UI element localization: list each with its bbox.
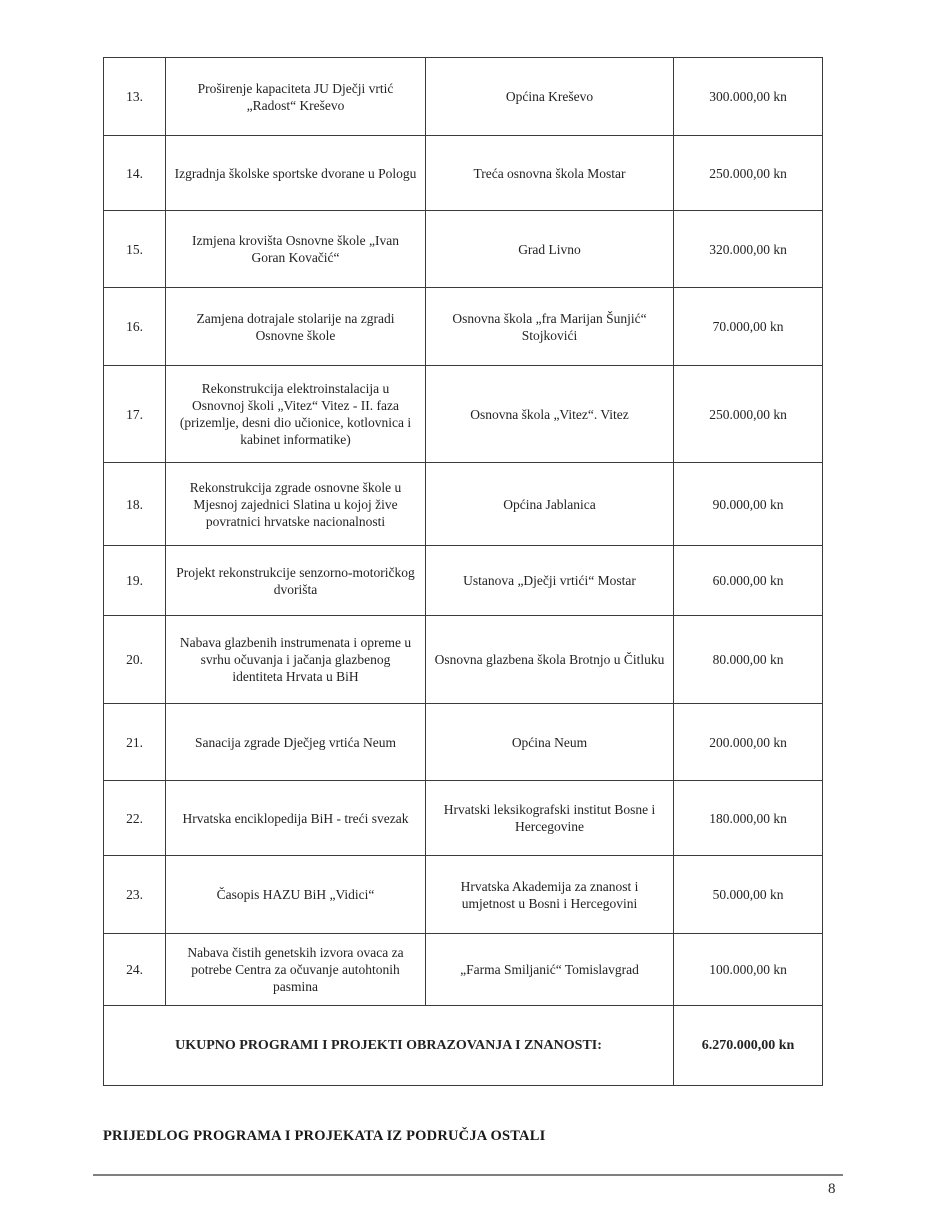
amount: 250.000,00 kn [674, 136, 823, 211]
amount: 70.000,00 kn [674, 288, 823, 366]
applicant: Grad Livno [426, 211, 674, 288]
row-number: 16. [104, 288, 166, 366]
row-number: 22. [104, 781, 166, 856]
table-row [104, 781, 823, 856]
amount: 100.000,00 kn [674, 934, 823, 1006]
project-description: Časopis HAZU BiH „Vidici“ [166, 856, 426, 934]
grants-table [103, 57, 823, 1086]
applicant: Osnovna škola „Vitez“. Vitez [426, 366, 674, 463]
row-number: 23. [104, 856, 166, 934]
table-row [104, 136, 823, 211]
table-row [104, 288, 823, 366]
amount: 90.000,00 kn [674, 463, 823, 546]
amount: 200.000,00 kn [674, 704, 823, 781]
row-number: 20. [104, 616, 166, 704]
project-description: Proširenje kapaciteta JU Dječji vrtić „Radost“ Kreševo [166, 58, 426, 136]
table-row [104, 704, 823, 781]
project-description: Rekonstrukcija zgrade osnovne škole u Mjesnoj zajednici Slatina u kojoj žive povratnici hrvatske nacionalnosti [166, 463, 426, 546]
amount: 60.000,00 kn [674, 546, 823, 616]
applicant: Osnovna škola „fra Marijan Šunjić“ Stojkovići [426, 288, 674, 366]
project-description: Izmjena krovišta Osnovne škole „Ivan Goran Kovačić“ [166, 211, 426, 288]
project-description: Rekonstrukcija elektroinstalacija u Osnovnoj školi „Vitez“ Vitez - II. faza (prizemlje, desni dio učionice, kotlovnica i kabinet informatike) [166, 366, 426, 463]
row-number: 15. [104, 211, 166, 288]
total-amount: 6.270.000,00 kn [674, 1006, 823, 1086]
project-description: Sanacija zgrade Dječjeg vrtića Neum [166, 704, 426, 781]
table-row [104, 856, 823, 934]
applicant: Hrvatski leksikografski institut Bosne i Hercegovine [426, 781, 674, 856]
amount: 80.000,00 kn [674, 616, 823, 704]
amount: 180.000,00 kn [674, 781, 823, 856]
applicant: Osnovna glazbena škola Brotnjo u Čitluku [426, 616, 674, 704]
row-number: 24. [104, 934, 166, 1006]
page-number: 8 [828, 1181, 836, 1197]
table-row [104, 934, 823, 1006]
amount: 320.000,00 kn [674, 211, 823, 288]
project-description: Projekt rekonstrukcije senzorno-motoričkog dvorišta [166, 546, 426, 616]
project-description: Zamjena dotrajale stolarije na zgradi Osnovne škole [166, 288, 426, 366]
row-number: 21. [104, 704, 166, 781]
row-number: 13. [104, 58, 166, 136]
row-number: 18. [104, 463, 166, 546]
project-description: Nabava glazbenih instrumenata i opreme u svrhu očuvanja i jačanja glazbenog identiteta Hrvata u BiH [166, 616, 426, 704]
amount: 50.000,00 kn [674, 856, 823, 934]
footer-divider [93, 1174, 843, 1176]
applicant: Općina Neum [426, 704, 674, 781]
applicant: Općina Kreševo [426, 58, 674, 136]
row-number: 17. [104, 366, 166, 463]
project-description: Hrvatska enciklopedija BiH - treći svezak [166, 781, 426, 856]
applicant: Hrvatska Akademija za znanost i umjetnost u Bosni i Hercegovini [426, 856, 674, 934]
table-row [104, 616, 823, 704]
table-row [104, 463, 823, 546]
row-number: 14. [104, 136, 166, 211]
amount: 250.000,00 kn [674, 366, 823, 463]
table-row [104, 546, 823, 616]
table-total-row [104, 1006, 823, 1086]
section-heading: PRIJEDLOG PROGRAMA I PROJEKATA IZ PODRUČJA OSTALI [103, 1128, 546, 1144]
table-row [104, 58, 823, 136]
project-description: Izgradnja školske sportske dvorane u Pologu [166, 136, 426, 211]
applicant: Ustanova „Dječji vrtići“ Mostar [426, 546, 674, 616]
applicant: Treća osnovna škola Mostar [426, 136, 674, 211]
amount: 300.000,00 kn [674, 58, 823, 136]
total-label: UKUPNO PROGRAMI I PROJEKTI OBRAZOVANJA I ZNANOSTI: [104, 1006, 674, 1086]
table-row [104, 366, 823, 463]
project-description: Nabava čistih genetskih izvora ovaca za potrebe Centra za očuvanje autohtonih pasmina [166, 934, 426, 1006]
row-number: 19. [104, 546, 166, 616]
table-row [104, 211, 823, 288]
applicant: „Farma Smiljanić“ Tomislavgrad [426, 934, 674, 1006]
applicant: Općina Jablanica [426, 463, 674, 546]
